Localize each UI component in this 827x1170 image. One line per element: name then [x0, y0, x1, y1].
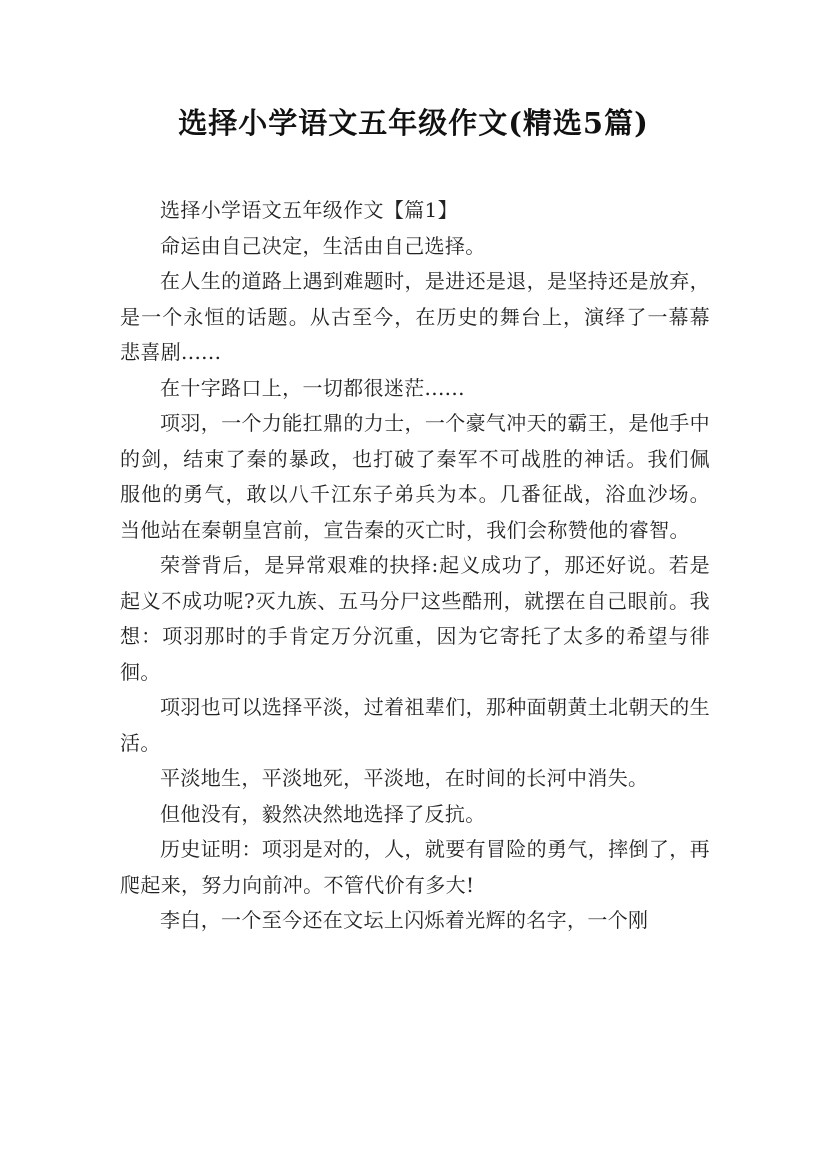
- paragraph: 项羽也可以选择平淡，过着祖辈们，那种面朝黄土北朝天的生活。: [120, 695, 710, 755]
- paragraph: 在十字路口上，一切都很迷茫......: [160, 375, 465, 400]
- paragraph: 历史证明：项羽是对的，人，就要有冒险的勇气，摔倒了，再爬起来，努力向前冲。不管代价有多大!: [120, 837, 710, 897]
- paragraph: 但他没有，毅然决然地选择了反抗。: [160, 801, 486, 826]
- paragraph: 项羽，一个力能扛鼎的力士，一个豪气冲天的霸王，是他手中的剑，结束了秦的暴政，也打破了秦军不可战胜的神话。我们佩服他的勇气，敢以八千江东子弟兵为本。几番征战，浴血沙场。当他站在秦朝皇宫前，宣告秦的灭亡时，我们会称赞他的睿智。: [120, 411, 710, 542]
- paragraph: 命运由自己决定，生活由自己选择。: [160, 233, 486, 258]
- paragraph: 在人生的道路上遇到难题时，是进还是退，是坚持还是放弃，是一个永恒的话题。从古至今，在历史的舞台上，演绎了一幕幕悲喜剧......: [120, 269, 710, 364]
- document-title: 选择小学语文五年级作文(精选5篇): [178, 106, 649, 140]
- document-body: [120, 193, 710, 939]
- paragraph: 李白，一个至今还在文坛上闪烁着光辉的名字，一个刚: [160, 908, 649, 932]
- section-heading: 选择小学语文五年级作文【篇1】: [160, 198, 458, 222]
- paragraph: 平淡地生，平淡地死，平淡地，在时间的长河中消失。: [160, 766, 649, 790]
- paragraph: 荣誉背后，是异常艰难的抉择:起义成功了，那还好说。若是起义不成功呢?灭九族、五马分尸这些酷刑，就摆在自己眼前。我想：项羽那时的手肯定万分沉重，因为它寄托了太多的希望与徘徊。: [120, 553, 710, 684]
